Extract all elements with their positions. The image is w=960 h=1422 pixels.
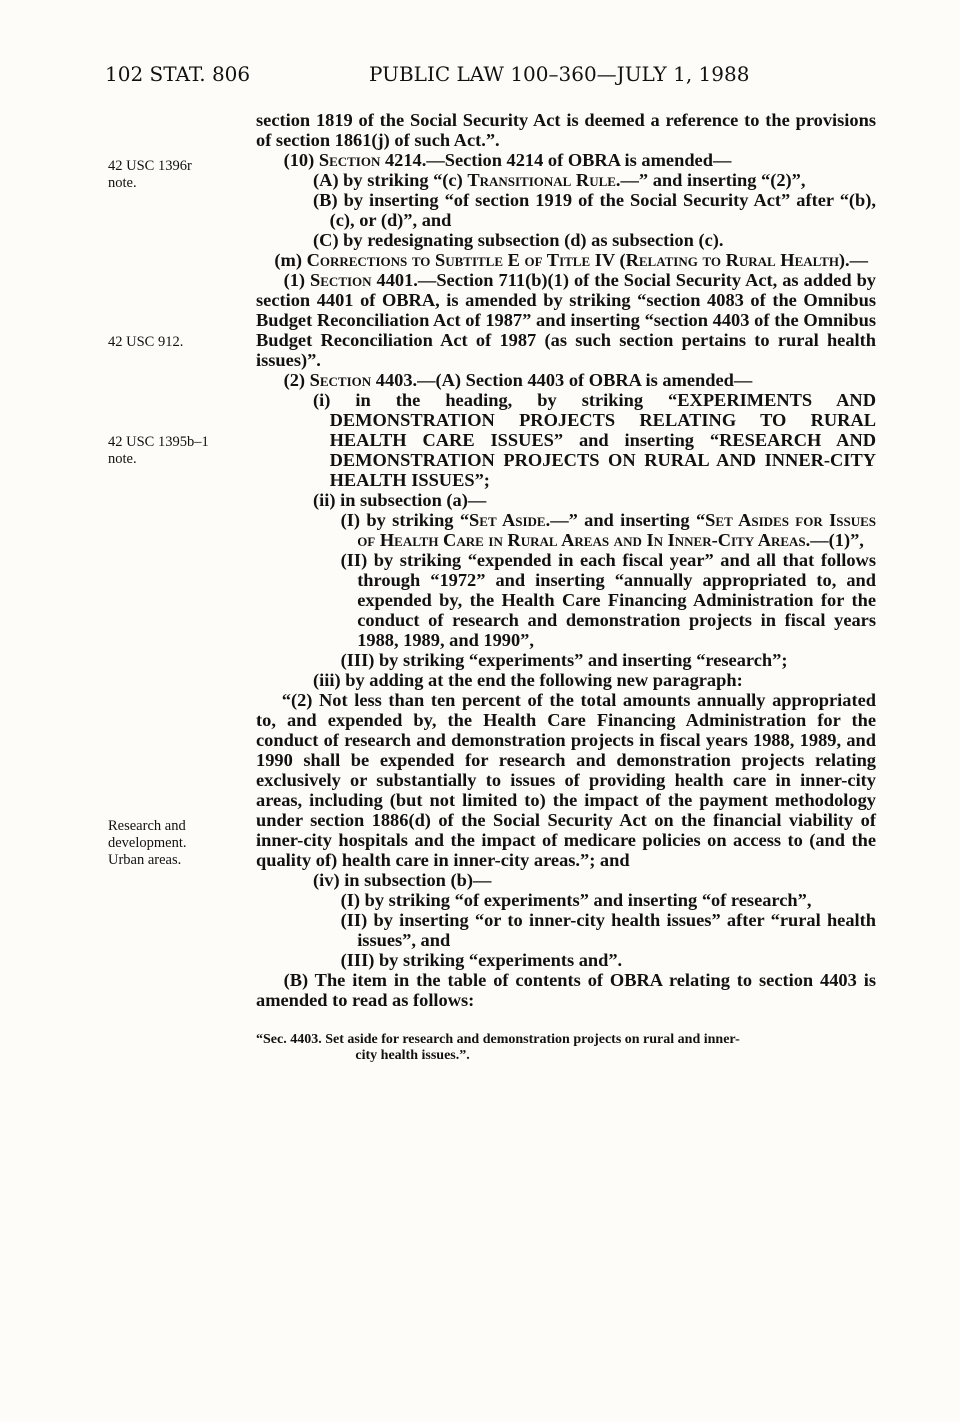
margin-note-research-urban	[108, 818, 228, 869]
margin-note-usc-1396r	[108, 158, 228, 192]
margin-note-line: Research and	[108, 818, 186, 834]
margin-note-usc-912	[108, 334, 228, 351]
margin-note-line: note.	[108, 451, 137, 467]
subclause-i-of-experiments: (I) by striking “of experiments” and inserting “of research”,	[340, 890, 812, 910]
running-header	[105, 62, 875, 92]
subclause-ii-inner-city: (II) by inserting “or to inner-city health issues” after “rural health issues”, and	[340, 910, 876, 950]
statute-body	[256, 110, 876, 1064]
margin-note-line: development.	[108, 835, 187, 851]
law-title: PUBLIC LAW 100–360—JULY 1, 1988	[369, 62, 750, 86]
subclause-i-set-aside: (I) by striking “Set Aside.—” and inserting “Set Asides for Issues of Health Care in Rural Areas and In Inner-City Areas.—(1)”,	[340, 510, 876, 550]
clause-ii-subsection-a: (ii) in subsection (a)—	[313, 490, 487, 510]
clause-a-transitional-rule: (A) by striking “(c) Transitional Rule.—” and inserting “(2)”,	[313, 170, 806, 190]
margin-note-line: 42 USC 1396r	[108, 158, 192, 174]
paragraph-section-4401: (1) Section 4401.—Section 711(b)(1) of the Social Security Act, as added by section 4401 of OBRA, is amended by striking “section 4083 of the Omnibus Budget Reconciliation Act of 1987” and inserting “section 4403 of the Omnibus Budget Reconciliation Act of 1987 (as such section pertains to rural health issues)”.	[256, 270, 877, 370]
toc-entry-sec-4403	[256, 1032, 876, 1064]
clause-b-section-1919: (B) by inserting “of section 1919 of the Social Security Act” after “(b), (c), or (d)”, and	[313, 190, 876, 230]
margin-note-line: 42 USC 912.	[108, 334, 184, 350]
clause-i-heading: (i) in the heading, by striking “EXPERIMENTS AND DEMONSTRATION PROJECTS RELATING TO RURAL HEALTH CARE ISSUES” and inserting “RESEARCH AND DEMONSTRATION PROJECTS ON RURAL AND INNER-CITY HEALTH ISSUES”;	[313, 390, 877, 490]
margin-note-line: Urban areas.	[108, 852, 182, 868]
clause-c-redesignate: (C) by redesignating subsection (d) as subsection (c).	[313, 230, 724, 250]
subclause-iii-experiments: (III) by striking “experiments” and inserting “research”;	[340, 650, 788, 670]
paragraph-continuation: section 1819 of the Social Security Act is deemed a reference to the provisions of section 1861(j) of such Act.”.	[256, 110, 876, 150]
margin-note-line: 42 USC 1395b–1	[108, 434, 209, 450]
inserted-paragraph-2: “(2) Not less than ten percent of the total amounts annually appropriated to, and expended by, the Health Care Financing Administration for the conduct of research and demonstration projects in fiscal years 1988, 1989, and 1990 shall be expended for research and demonstration projects relating exclusively or substantially to issues of providing health care in inner-city areas, including (but not limited to) the impact of the payment methodology under section 1886(d) of the Social Security Act on the financial viability of inner-city hospitals and the impact of medicare policies on access to (and the quality of) health care in inner-city areas.”; and	[256, 690, 876, 870]
clause-iv-subsection-b: (iv) in subsection (b)—	[313, 870, 492, 890]
clause-iii-new-paragraph: (iii) by adding at the end the following new paragraph:	[313, 670, 743, 690]
subsection-m-heading: (m) Corrections to Subtitle E of Title IV (Relating to Rural Health).—	[274, 250, 869, 270]
paragraph-b-table-of-contents: (B) The item in the table of contents of OBRA relating to section 4403 is amended to read as follows:	[256, 970, 876, 1010]
paragraph-section-4403: (2) Section 4403.—(A) Section 4403 of OBRA is amended—	[283, 370, 753, 390]
margin-note-usc-1395b-1	[108, 434, 228, 468]
subclause-ii-expended: (II) by striking “expended in each fiscal year” and all that follows through “1972” and inserting “annually appropriated to, and expended by, the Health Care Financing Administration for the conduct of research and demonstration projects in fiscal years 1988, 1989, and 1990”,	[340, 550, 876, 650]
toc-line: city health issues.”.	[355, 1048, 470, 1063]
margin-note-line: note.	[108, 175, 137, 191]
toc-line: “Sec. 4403. Set aside for research and demonstration projects on rural and inner-	[256, 1032, 740, 1047]
stat-page-reference: 102 STAT. 806	[105, 62, 251, 86]
subclause-iii-experiments-and: (III) by striking “experiments and”.	[340, 950, 623, 970]
paragraph-section-4214: (10) Section 4214.—Section 4214 of OBRA is amended—	[283, 150, 732, 170]
